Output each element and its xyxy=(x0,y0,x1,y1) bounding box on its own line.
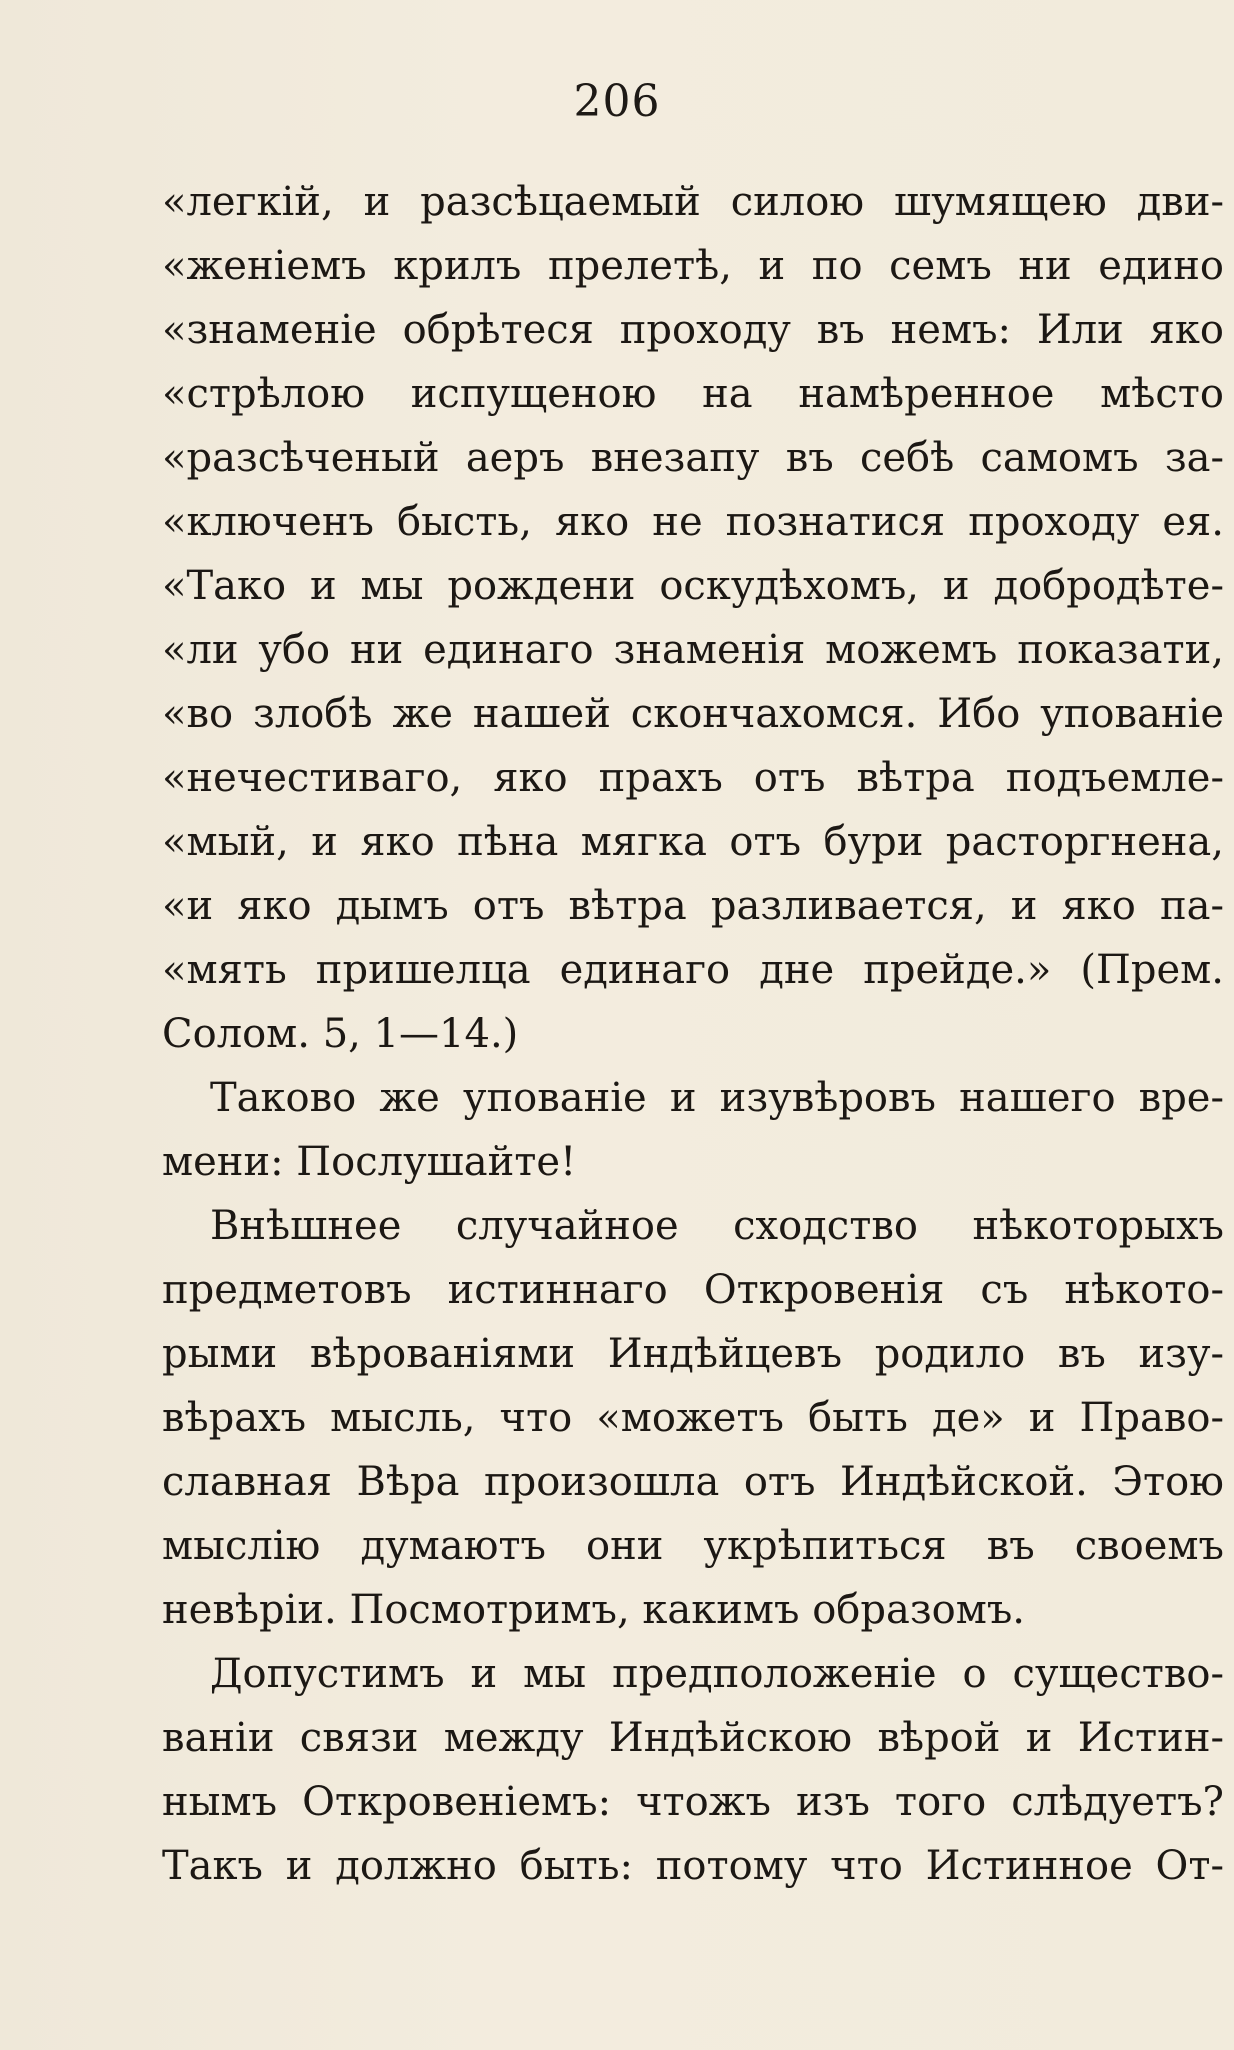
text-line: «мый, и яко пѣна мягка отъ бури расторгнена, xyxy=(162,819,1224,865)
text-line: Солом. 5, 1—14.) xyxy=(162,1011,519,1057)
text-line: «ключенъ бысть, яко не познатися проходу ея. xyxy=(162,499,1224,545)
text-line: «стрѣлою испущеною на намѣренное мѣсто xyxy=(162,371,1224,417)
text-line: «Тако и мы рождени оскудѣхомъ, и добродѣте- xyxy=(162,563,1224,609)
text-line: мыслію думаютъ они укрѣпиться въ своемъ xyxy=(162,1523,1224,1569)
text-line: вѣрахъ мысль, что «можетъ быть де» и Право- xyxy=(162,1395,1224,1441)
paragraph-first-line: Допустимъ и мы предположеніе о существо- xyxy=(210,1651,1224,1697)
text-line: «мять пришелца единаго дне прейде.» (Прем. xyxy=(162,947,1224,993)
text-line: «знаменіе обрѣтеся проходу въ немъ: Или яко xyxy=(162,307,1224,353)
text-line: ваніи связи между Индѣйскою вѣрой и Истин- xyxy=(162,1715,1224,1761)
text-line: славная Вѣра произошла отъ Индѣйской. Этою xyxy=(162,1459,1224,1505)
page-number: 206 xyxy=(573,76,661,127)
body-text xyxy=(162,170,1224,1898)
text-line: невѣріи. Посмотримъ, какимъ образомъ. xyxy=(162,1587,1025,1633)
text-line: рыми вѣрованіями Индѣйцевъ родило въ изу- xyxy=(162,1331,1224,1377)
text-line: «женіемъ крилъ прелетѣ, и по семъ ни едино xyxy=(162,243,1224,289)
text-line: предметовъ истиннаго Откровенія съ нѣкото- xyxy=(162,1267,1224,1313)
text-line: «и яко дымъ отъ вѣтра разливается, и яко па- xyxy=(162,883,1224,929)
text-line: нымъ Откровеніемъ: чтожъ изъ того слѣдуетъ? xyxy=(162,1779,1224,1825)
text-line: «ли убо ни единаго знаменія можемъ показати, xyxy=(162,627,1224,673)
text-line: «нечестиваго, яко прахъ отъ вѣтра подъемле- xyxy=(162,755,1224,801)
text-line: Такъ и должно быть: потому что Истинное От- xyxy=(162,1843,1224,1889)
text-line: «легкій, и разсѣцаемый силою шумящею дви- xyxy=(162,179,1224,225)
text-line: «во злобѣ же нашей скончахомся. Ибо упованіе xyxy=(162,691,1224,737)
paragraph-first-line: Таково же упованіе и изувѣровъ нашего вре- xyxy=(210,1075,1224,1121)
text-line: мени: Послушайте! xyxy=(162,1139,577,1185)
paragraph-first-line: Внѣшнее случайное сходство нѣкоторыхъ xyxy=(210,1203,1224,1249)
text-line: «разсѣченый аеръ внезапу въ себѣ самомъ за- xyxy=(162,435,1224,481)
